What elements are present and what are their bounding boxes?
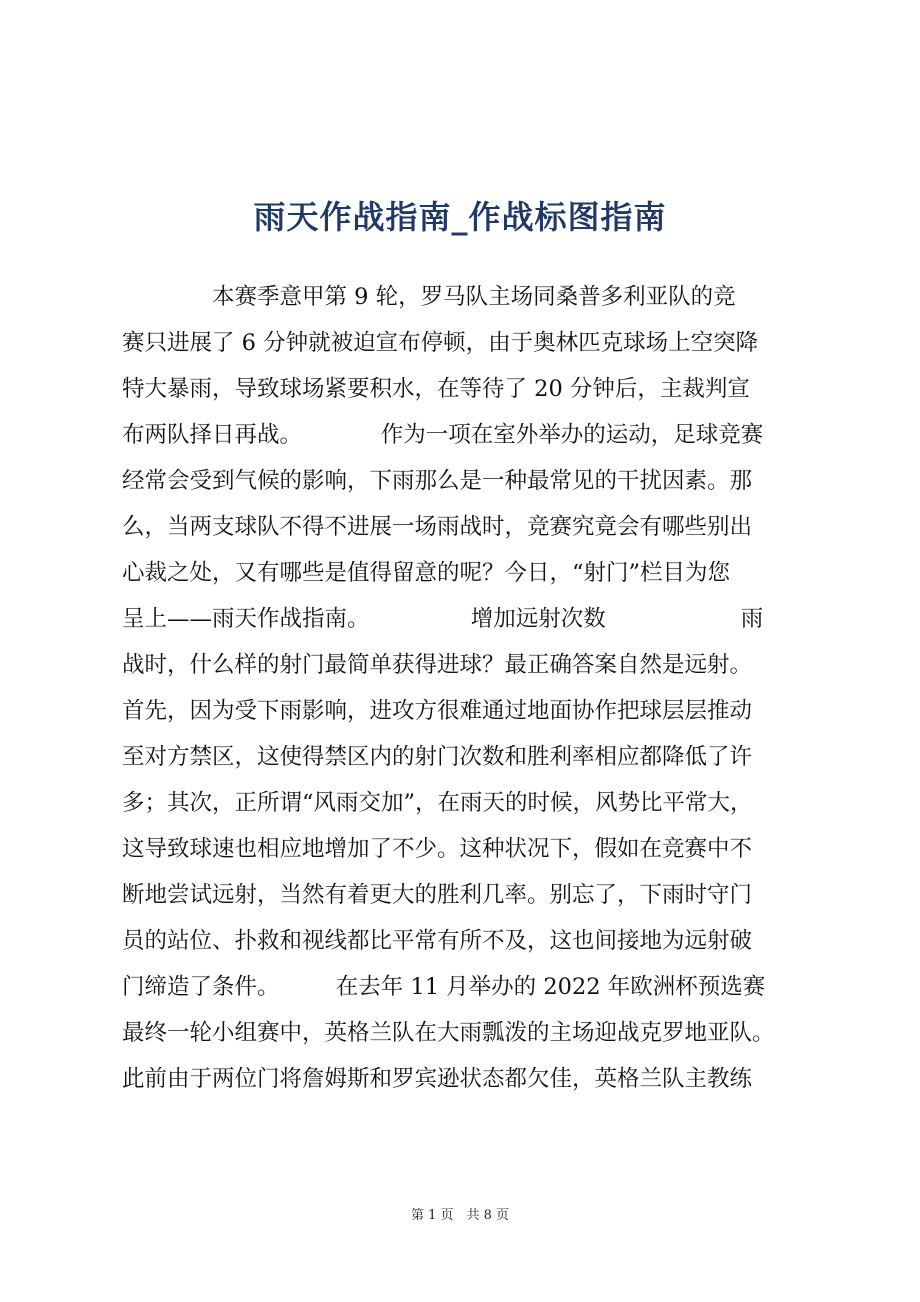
body-line: 战时，什么样的射门最简单获得进球？最正确答案自然是远射。 [122,652,753,678]
body-line: 心裁之处，又有哪些是值得留意的呢？今日，“射门”栏目为您 [122,560,731,586]
page-number: 第 1 页 [410,1208,454,1223]
body-line: 最终一轮小组赛中，英格兰队在大雨瓢泼的主场迎战克罗地亚队。 [122,1020,775,1046]
body-line: 首先，因为受下雨影响，进攻方很难通过地面协作把球层层推动 [122,698,753,724]
body-line: 这导致球速也相应地增加了不少。这种状况下，假如在竞赛中不 [122,836,753,862]
body-line: 赛只进展了 6 分钟就被迫宣布停顿，由于奥林匹克球场上空突降 [122,330,759,356]
body-line: 呈上——雨天作战指南。 增加远射次数 雨 [122,606,764,632]
document-body [122,274,812,1102]
body-line: 特大暴雨，导致球场紧要积水，在等待了 20 分钟后，主裁判宣 [122,376,750,402]
body-line: 至对方禁区，这使得禁区内的射门次数和胜利率相应都降低了许 [122,744,753,770]
body-line: 此前由于两位门将詹姆斯和罗宾逊状态都欠佳，英格兰队主教练 [122,1066,753,1092]
body-line: 本赛季意甲第 9 轮，罗马队主场同桑普多利亚队的竞 [122,284,736,310]
body-line: 么，当两支球队不得不进展一场雨战时，竞赛究竟会有哪些别出 [122,514,753,540]
body-line: 断地尝试远射，当然有着更大的胜利几率。别忘了，下雨时守门 [122,882,753,908]
page-total: 共 8 页 [466,1208,510,1223]
body-line: 经常会受到气候的影响，下雨那么是一种最常见的干扰因素。那 [122,468,753,494]
body-line: 多；其次，正所谓“风雨交加”，在雨天的时候，风势比平常大， [122,790,753,816]
page-footer [0,1206,920,1226]
body-line: 员的站位、扑救和视线都比平常有所不及，这也间接地为远射破 [122,928,753,954]
document-title: 雨天作战指南_作战标图指南 [253,198,667,236]
body-line: 布两队择日再战。 作为一项在室外举办的运动，足球竞赛 [122,422,764,448]
body-line: 门缔造了条件。 在去年 11 月举办的 2022 年欧洲杯预选赛 [122,974,766,1000]
